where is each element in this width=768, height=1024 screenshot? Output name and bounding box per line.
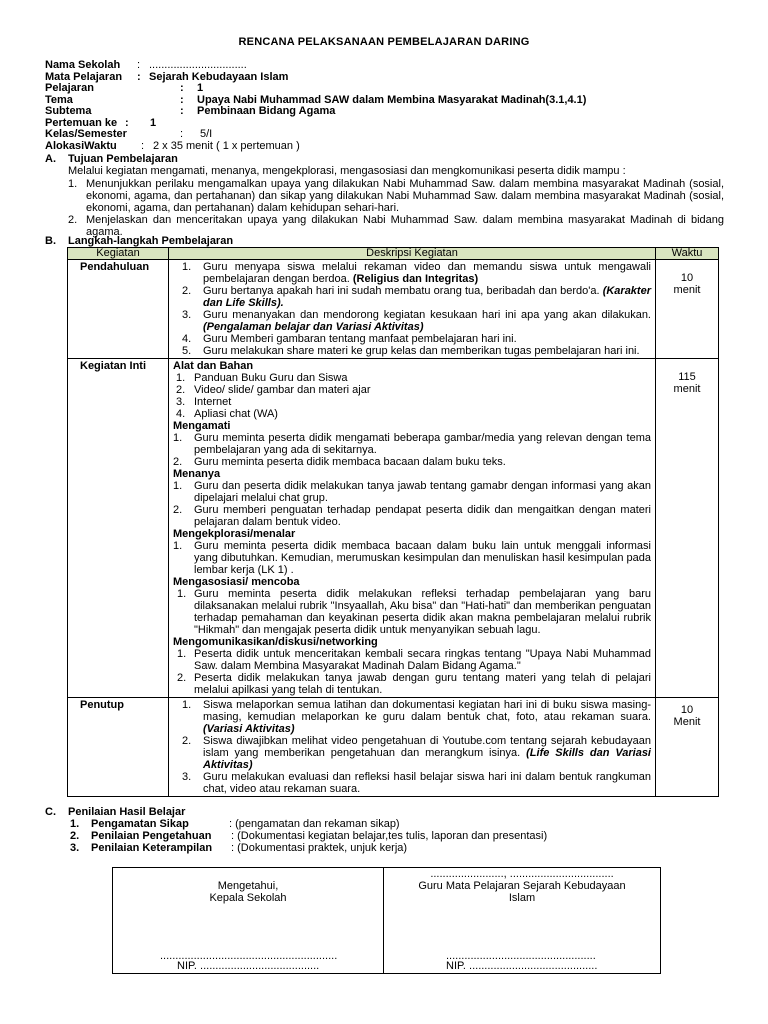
list-item	[173, 504, 651, 528]
meta-colon: :	[180, 105, 184, 117]
meta-label: Tema	[45, 93, 73, 106]
meta-value: Pembinaan Bidang Agama	[197, 105, 336, 117]
list-item	[173, 480, 651, 504]
item-desc: : (Dokumentasi kegiatan belajar,tes tulis, laporan dan presentasi)	[231, 830, 548, 842]
item-desc: : (Dokumentasi praktek, unjuk kerja)	[231, 842, 408, 854]
item-number: 2.	[173, 504, 183, 516]
item-text: Siswa melaporkan semua latihan dan dokumentasi kegiatan hari ini di buku siswa masing-masing, kemudian melaporkan ke guru dalam bentuk chat, foto, atau rekaman suara.	[203, 699, 651, 723]
meta-colon: :	[180, 93, 184, 106]
section-title: Tujuan Pembelajaran	[68, 153, 178, 165]
meta-value: 5/I	[200, 128, 213, 140]
list-item	[173, 408, 651, 420]
kegiatan-inti: Kegiatan Inti	[68, 359, 169, 698]
item-emphasis: (Religius dan Integritas)	[352, 273, 479, 285]
list-item	[182, 261, 651, 285]
list-item	[173, 396, 651, 408]
item-number: 2.	[182, 735, 192, 747]
header-waktu: Waktu	[656, 248, 719, 260]
item-number: 2.	[182, 285, 192, 297]
meta-label: Pertemuan ke	[45, 116, 118, 129]
item-number: 3.	[70, 842, 80, 854]
section-title: Langkah-langkah Pembelajaran	[68, 235, 234, 247]
section-a-intro: Melalui kegiatan mengamati, menanya, mengekplorasi, mengasosiasi dan mengkomunikasi peserta didik mampu :	[68, 165, 626, 177]
signature-line: ..........................................................	[160, 950, 338, 962]
item-text: Panduan Buku Guru dan Siswa	[194, 372, 348, 384]
table-row	[68, 260, 719, 359]
item-number: 4.	[182, 333, 192, 345]
item-label: Penilaian Keterampilan	[91, 842, 213, 854]
meta-label: Mata Pelajaran	[45, 70, 123, 83]
deskripsi-pendahuluan	[169, 260, 656, 359]
list-item	[173, 372, 651, 384]
meta-row	[45, 82, 745, 94]
item-text: Siswa diwajibkan melihat video pengetahuan di Youtube.com tentang sejarah kebudayaan islam yang memberikan pengetahuan dan merangkum isinya.	[203, 735, 651, 759]
waktu-unit: menit	[673, 383, 701, 395]
item-number: 3.	[182, 309, 192, 321]
item-emphasis: (Pengalaman belajar dan Variasi Aktivitas)	[203, 321, 424, 333]
list-item	[70, 842, 670, 854]
meta-value: 2 x 35 menit ( 1 x pertemuan )	[153, 139, 300, 152]
signature-role: Kepala Sekolah	[209, 892, 287, 904]
meta-row	[45, 117, 745, 129]
list-item	[173, 432, 651, 456]
meta-label: Nama Sekolah	[45, 59, 121, 71]
meta-row	[45, 71, 745, 83]
item-text: Guru meminta peserta didik membaca bacaan dalam buku teks.	[194, 456, 506, 468]
waktu-value: 10	[680, 704, 694, 716]
signature-date: ........................, ..................................	[430, 868, 614, 880]
table-row	[68, 698, 719, 797]
deskripsi-inti	[169, 359, 656, 698]
section-letter: B.	[45, 235, 56, 247]
waktu-unit: Menit	[673, 716, 701, 728]
item-number: 5.	[182, 345, 192, 357]
signature-role-cont: Islam	[508, 892, 536, 904]
list-item	[182, 699, 651, 735]
tujuan-list	[68, 178, 724, 238]
meta-value: 1	[197, 82, 204, 94]
item-text: Guru memberi penguatan terhadap pendapat peserta didik dan mengaitkan dengan materi pelajaran dalam bentuk video.	[194, 504, 651, 528]
waktu-pendahuluan	[656, 260, 719, 359]
list-item	[173, 648, 651, 672]
subheading-eksplorasi: Mengekplorasi/menalar	[173, 528, 296, 540]
item-label: Penilaian Pengetahuan	[91, 830, 212, 842]
item-number: 1.	[177, 588, 187, 600]
item-number: 1.	[173, 540, 183, 552]
list-item	[173, 540, 651, 576]
meta-value: ................................	[149, 59, 247, 71]
item-number: 1.	[182, 261, 192, 273]
subheading-mengamati: Mengamati	[173, 420, 231, 432]
waktu-value: 10	[680, 272, 694, 284]
item-text: Guru melakukan share materi ke grup kelas dan memberikan tugas pembelajaran hari ini.	[203, 345, 640, 357]
signature-role: Guru Mata Pelajaran Sejarah Kebudayaan	[418, 880, 626, 892]
item-text: Guru Memberi gambaran tentang manfaat pembelajaran hari ini.	[203, 333, 517, 345]
item-text: Guru meminta peserta didik melakukan refleksi terhadap pembelajaran yang baru dilaksanakan melalui rubrik "Insyaallah, Aku bisa" dan "Hati-hati" dan memberikan penguatan terhadap pemahaman dan keyakinan peserta didik akan makna pembelajaran melalui rubrik "Hikmah" dan mengajak peserta didik untuk menyanyikan sebuah lagu.	[194, 588, 651, 636]
list-item	[182, 309, 651, 333]
meta-colon: :	[141, 139, 145, 152]
section-title: Penilaian Hasil Belajar	[68, 806, 186, 818]
section-letter: A.	[45, 153, 56, 165]
item-number: 2.	[68, 214, 78, 226]
item-text: Guru dan peserta didik melakukan tanya jawab tentang gamabr dengan informasi yang akan dipelajari melalui chat grup.	[194, 480, 651, 504]
meta-value: 1	[150, 116, 157, 129]
item-text: Peserta didik melakukan tanya jawab dengan guru tentang materi yang telah di pelajari melalui apilkasi yang telah di tentukan.	[194, 672, 651, 696]
signature-caption: Mengetahui,	[217, 880, 279, 892]
waktu-unit: menit	[673, 284, 701, 296]
penilaian-list	[70, 818, 670, 854]
list-item	[182, 771, 651, 795]
item-number: 1.	[182, 699, 192, 711]
meta-colon: :	[125, 116, 129, 129]
meta-row	[45, 140, 745, 152]
identity-block	[45, 59, 745, 151]
item-text: Video/ slide/ gambar dan materi ajar	[194, 384, 371, 396]
meta-row	[45, 105, 745, 117]
kegiatan-table	[67, 247, 719, 797]
header-deskripsi: Deskripsi Kegiatan	[169, 248, 656, 260]
table-row	[68, 359, 719, 698]
meta-value: Upaya Nabi Muhammad SAW dalam Membina Masyarakat Madinah(3.1,4.1)	[197, 93, 587, 106]
item-text: Peserta didik untuk menceritakan kembali secara ringkas tentang "Upaya Nabi Muhammad Saw. dalam Membina Masyarakat Madinah Dalam Bidang Agama."	[194, 648, 651, 672]
list-item	[173, 456, 651, 468]
item-number: 1.	[173, 432, 183, 444]
waktu-penutup	[656, 698, 719, 797]
waktu-inti	[656, 359, 719, 698]
signature-kepala-sekolah	[113, 868, 384, 973]
item-number: 1.	[68, 178, 78, 190]
subheading-alat: Alat dan Bahan	[173, 360, 254, 372]
item-emphasis: (Variasi Aktivitas)	[203, 723, 295, 735]
item-label: Pengamatan Sikap	[91, 818, 189, 830]
list-item	[182, 285, 651, 309]
meta-label: Subtema	[45, 105, 92, 117]
meta-colon: :	[137, 70, 141, 83]
signature-guru	[384, 868, 660, 973]
meta-label: Kelas/Semester	[45, 128, 127, 140]
meta-colon: :	[180, 128, 184, 140]
signature-line: .................................................	[446, 950, 596, 962]
item-text: Guru menyapa siswa melalui rekaman video dan memandu siswa untuk mengawali pembelajaran dengan berdoa.	[203, 261, 651, 285]
kegiatan-penutup: Penutup	[68, 698, 169, 797]
list-item	[182, 333, 651, 345]
item-emphasis: (Karakter dan Life Skills).	[203, 285, 651, 309]
subheading-menanya: Menanya	[173, 468, 221, 480]
list-item	[182, 345, 651, 357]
item-number: 1.	[177, 648, 187, 660]
list-item	[173, 588, 651, 636]
meta-row	[45, 128, 745, 140]
item-text: Guru meminta peserta didik mengamati beberapa gambar/media yang relevan dengan tema pembelajaran yang ada di sekitarnya.	[194, 432, 651, 456]
section-letter: C.	[45, 806, 56, 818]
item-text: Menunjukkan perilaku mengamalkan upaya yang dilakukan Nabi Muhammad Saw. dalam membina masyarakat Madinah (sosial, ekonomi, agama, dan pertahanan) dan sikap yang dilakukan Nabi Muhammad Saw. dalam membina masyarakat Madinah (sosial, ekonomi, agama, dan pertahanan) dalam kehidupan sehari-hari.	[86, 178, 724, 214]
item-number: 1.	[173, 480, 183, 492]
document-title: RENCANA PELAKSANAAN PEMBELAJARAN DARING	[238, 36, 530, 48]
signature-nip: NIP. .......................................	[177, 960, 320, 972]
item-number: 1.	[176, 372, 186, 384]
item-number: 4.	[176, 408, 186, 420]
item-text: Guru melakukan evaluasi dan refleksi hasil belajar siswa hari ini dalam bentuk rangkuman chat, video atau rekaman suara.	[203, 771, 651, 795]
item-number: 2.	[176, 384, 186, 396]
subheading-asosiasi: Mengasosiasi/ mencoba	[173, 576, 300, 588]
list-item	[68, 178, 724, 214]
item-number: 3.	[176, 396, 186, 408]
item-number: 2.	[173, 456, 183, 468]
meta-label: Pelajaran	[45, 82, 94, 94]
table-header-row	[68, 248, 719, 260]
list-item	[70, 830, 670, 842]
item-desc: : (pengamatan dan rekaman sikap)	[229, 818, 400, 830]
signature-box	[112, 867, 661, 974]
item-text: Menjelaskan dan menceritakan upaya yang dilakukan Nabi Muhammad Saw. dalam membina masyarakat Madinah di bidang agama.	[86, 214, 724, 238]
meta-colon: :	[137, 59, 141, 71]
item-emphasis: (Life Skills dan Variasi Aktivitas)	[203, 747, 651, 771]
subheading-komunikasi: Mengomunikasikan/diskusi/networking	[173, 636, 378, 648]
item-text: Guru menanyakan dan mendorong kegiatan kesukaan hari ini apa yang akan dilakukan.	[203, 309, 651, 321]
meta-row	[45, 59, 745, 71]
item-number: 2.	[177, 672, 187, 684]
list-item	[173, 672, 651, 696]
item-number: 3.	[182, 771, 192, 783]
item-text: Apliasi chat (WA)	[194, 408, 278, 420]
meta-row	[45, 94, 745, 106]
meta-colon: :	[180, 82, 184, 94]
item-text: Guru meminta peserta didik membaca bacaan dalam buku lain untuk menggali informasi yang dibutuhkan. Kemudian, merumuskan kesimpulan dan menuliskan hasil kesimpulan pada lembar kerja (LK 1) .	[194, 540, 651, 576]
list-item	[182, 735, 651, 771]
item-text: Internet	[194, 396, 232, 408]
kegiatan-pendahuluan: Pendahuluan	[68, 260, 169, 359]
meta-label: AlokasiWaktu	[45, 139, 117, 152]
deskripsi-penutup	[169, 698, 656, 797]
item-text: Guru bertanya apakah hari ini sudah membatu orang tua, beribadah dan berdo'a.	[203, 285, 600, 297]
item-number: 2.	[70, 830, 80, 842]
list-item	[173, 384, 651, 396]
item-number: 1.	[70, 818, 80, 830]
list-item	[70, 818, 670, 830]
meta-value: Sejarah Kebudayaan Islam	[149, 70, 289, 83]
waktu-value: 115	[678, 371, 696, 383]
signature-nip: NIP. ..........................................	[446, 960, 598, 972]
header-kegiatan: Kegiatan	[68, 248, 169, 260]
